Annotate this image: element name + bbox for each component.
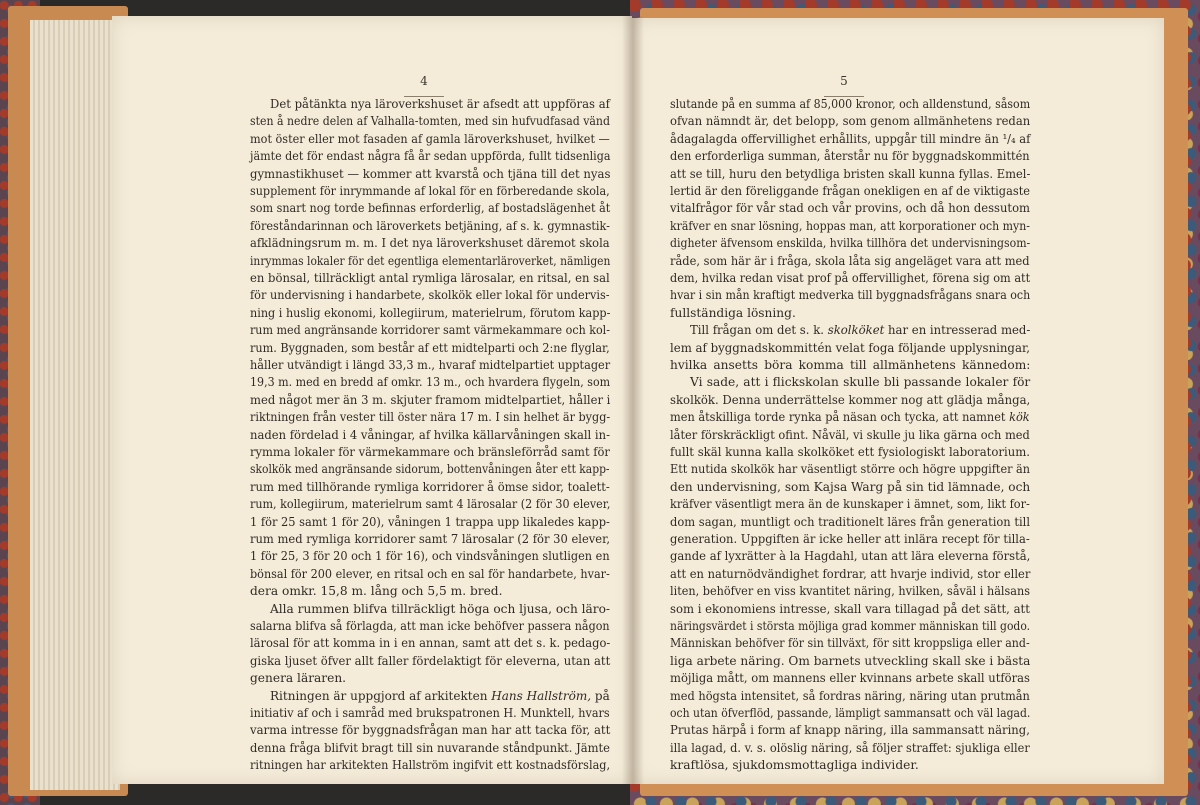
text-line (670, 740, 1030, 757)
text-line (670, 113, 1030, 130)
text-line (250, 670, 346, 687)
text-run: riktningen från vester till öster nära 17 m. I sin helhet är bygg- (250, 410, 611, 425)
text-line (690, 322, 1030, 339)
text-line (250, 757, 610, 774)
text-line (670, 705, 1030, 722)
text-run: fullt skäl kunna kalla skolköket ett fysiologiskt laboratorium. (670, 445, 1030, 459)
text-line (270, 96, 610, 113)
text-line (670, 340, 1030, 357)
text-run: 1 för 25, 3 för 20 och 1 för 16), och vindsvåningen slutligen en (250, 549, 610, 564)
text-line (670, 757, 919, 774)
text-line (250, 722, 610, 739)
text-run: 1 för 25 samt 1 för 20), våningen 1 trappa upp likaledes kapp- (250, 514, 610, 529)
text-run: den erforderliga summan, återstår nu för byggnadskommittén (670, 149, 1030, 164)
text-run: men åtskilliga torde rynka på näsan och tycka, att namnet (670, 410, 1010, 425)
text-run: afklädningsrum m. m. I det nya läroverkshuset däremot skola (250, 236, 610, 251)
text-line (670, 200, 1030, 217)
text-line (250, 427, 610, 444)
text-run: en bönsal, tillräckligt antal rymliga lärosalar, en ritsal, en sal (250, 271, 610, 285)
text-run: ritningen har arkitekten Hallström ingifvit ett kostnadsförslag, (250, 758, 611, 773)
text-run: giska ljuset öfver allt faller fördelaktigt för eleverna, utan att (250, 653, 611, 668)
text-line (250, 566, 610, 583)
text-line (250, 235, 610, 252)
text-run: Ett nutida skolkök har väsentligt större och högre uppgifter än (670, 462, 1031, 477)
text-run: ning i huslig ekonomi, kollegiirum, materielrum, förutom kapp- (250, 305, 611, 320)
text-run: illa lagad, d. v. s. olöslig näring, så följer straffet: sjukliga eller (670, 740, 1030, 755)
text-run: med något mer än 3 m. skjuter framom midtelpartiet, håller i (250, 392, 611, 407)
text-run: kräfver väsentligt mera än de kunskaper i ämnet, som, likt for- (670, 497, 1030, 512)
text-line (250, 514, 610, 531)
text-line (670, 548, 1030, 565)
text-line (250, 705, 610, 722)
text-run: supplement för inrymmande af lokal för en förberedande skola, (250, 184, 610, 198)
text-line (670, 287, 1030, 304)
text-line (690, 374, 1030, 391)
text-run: kraftlösa, sjukdomsmottagliga individer. (670, 758, 919, 773)
text-line (250, 461, 610, 478)
text-run: lem af byggnadskommittén velat foga följande upplysningar, (670, 340, 1030, 355)
text-line (250, 287, 610, 304)
text-run: dem, hvilka redan visat prof på offervillighet, förena sig om att (670, 271, 1031, 285)
text-line (670, 131, 1030, 148)
text-run: naden fördelad i 4 våningar, af hvilka källarvåningen skall in- (250, 427, 611, 442)
text-line (250, 340, 610, 357)
text-line (670, 357, 1030, 374)
page-number-right: 5 (840, 74, 848, 88)
text-line (670, 166, 1030, 183)
text-run: liten, behöfver en viss kvantitet näring, hvilken, såväl i hälsans (670, 584, 1030, 599)
text-line (670, 461, 1030, 478)
text-run: vitalfrågor för vår stad och vår provins, och då hon dessutom (670, 201, 1031, 216)
left-page (112, 16, 632, 784)
text-line (670, 183, 1030, 200)
text-run: på (591, 688, 610, 703)
text-line (250, 270, 610, 287)
text-run: rymma lokaler för värmekammare och bränsleförråd samt för (250, 445, 610, 459)
text-line (250, 218, 610, 235)
text-line (250, 444, 610, 461)
text-run: som i ekonomiens intresse, skall vara tillagad på det sätt, att (670, 601, 1030, 616)
text-run: mot öster eller mot fasaden af gamla läroverkshuset, hvilket — (250, 131, 610, 146)
text-line (250, 635, 610, 652)
text-run: denna fråga blifvit bragt till sin nuvarande ståndpunkt. Jämte (250, 740, 610, 755)
text-run: rum med tillhörande rymliga korridorer å ömse sidor, toalett- (250, 479, 610, 494)
text-run: näringsvärdet i största möjliga grad kommer människan till godo. (670, 619, 1031, 633)
text-line (670, 253, 1030, 270)
text-run: Till frågan om det s. k. (690, 323, 828, 338)
right-page (632, 18, 1164, 784)
text-run: Alla rummen blifva tillräckligt höga och ljusa, och läro- (270, 601, 611, 616)
text-run: föreståndarinnan och läroverkets betjäning, af s. k. gymnastik- (250, 218, 610, 233)
text-line (250, 357, 610, 374)
text-line (250, 131, 610, 148)
text-line (670, 444, 1030, 461)
text-run: lärosal för att komma in i en annan, samt att det s. k. pedago- (250, 636, 611, 651)
text-line (670, 531, 1030, 548)
text-line (670, 218, 1030, 235)
text-run: har en intresserad med- (884, 323, 1031, 338)
text-run: dom sagan, muntligt och traditionelt läres från generation till (670, 514, 1030, 529)
text-line (670, 409, 1030, 426)
page-edge-stack (30, 20, 120, 790)
text-line (670, 722, 1030, 739)
text-run: Människan behöfver för sin tillväxt, för sitt kroppsliga eller and- (670, 636, 1030, 651)
text-line (250, 409, 610, 426)
text-line (250, 200, 610, 217)
text-line (250, 374, 610, 391)
text-line (670, 479, 1030, 496)
text-line (670, 392, 1030, 409)
text-run: 19,3 m. med en bredd af omkr. 13 m., och hvardera flygeln, som (250, 375, 611, 390)
text-run: skolkök. Denna underrättelse kommer nog att glädja många, (670, 392, 1031, 407)
text-run: slutande på en summa af 85,000 kronor, och alldenstund, såsom (670, 97, 1031, 111)
text-line (670, 601, 1030, 618)
text-line (670, 670, 1030, 687)
text-run: skolkök med angränsande sidorum, bottenvåningen åter ett kapp- (250, 462, 610, 477)
text-run: hvar i sin mån kraftigt medverka till byggnadsfrågans snara och (670, 288, 1031, 303)
text-line (250, 583, 502, 600)
text-line (250, 148, 610, 165)
text-run: gymnastikhuset — kommer att kvarstå och tjäna till det nyas (250, 166, 611, 181)
text-run: dera omkr. 15,8 m. lång och 5,5 m. bred. (250, 584, 503, 599)
text-run: den undervisning, som Kajsa Warg på sin tid lämnade, och (670, 479, 1031, 494)
text-line (670, 96, 1030, 113)
text-line (250, 166, 610, 183)
text-run: generation. Uppgiften är icke heller att inlära recept för tilla- (670, 532, 1030, 546)
text-line (250, 531, 610, 548)
text-run: jämte det för endast några få år sedan uppförda, fullt tidsenliga (250, 149, 611, 164)
text-line (250, 618, 610, 635)
text-line (670, 305, 796, 322)
text-line (670, 583, 1030, 600)
page-number-left: 4 (420, 74, 428, 88)
text-run: som snart nog torde befinnas erforderlig, af bostadslägenhet åt (250, 201, 611, 216)
text-run: hvilka ansetts böra komma till allmänhetens kännedom: (670, 358, 1031, 372)
text-line (670, 635, 1030, 652)
text-line (670, 653, 1030, 670)
text-run: Prutas härpå i form af knapp näring, illa sammansatt näring, (670, 723, 1030, 738)
text-run: kräfver en snar lösning, hoppas man, att korporationer och myn- (670, 218, 1030, 233)
text-run: Ritningen är uppgjord af arkitekten (270, 688, 492, 703)
text-line (250, 740, 610, 757)
text-line (270, 688, 610, 705)
text-line (250, 548, 610, 565)
text-run: med högsta intensitet, så fordras näring, näring utan prutmån (670, 688, 1030, 703)
italic-text-run: Hans Hallström, (491, 688, 592, 703)
text-line (670, 148, 1030, 165)
text-line (250, 653, 610, 670)
text-run: Vi sade, att i flickskolan skulle bli passande lokaler för (690, 375, 1031, 390)
text-run: lertid är den föreliggande frågan onekligen en af de viktigaste (670, 184, 1030, 198)
text-run: salarna blifva så förlagda, att man icke behöfver passera någon (250, 619, 610, 633)
text-line (670, 566, 1030, 583)
text-run: rum med rymliga korridorer samt 7 lärosalar (2 för 30 elever, (250, 532, 610, 546)
text-line (250, 253, 610, 270)
text-run: rum med angränsande korridorer samt värmekammare och kol- (250, 323, 610, 338)
book-gutter (622, 16, 644, 784)
text-line (270, 601, 610, 618)
text-line (250, 479, 610, 496)
text-run: och utan öfverflöd, passande, lämpligt sammansatt och väl lagad. (670, 706, 1031, 720)
text-run: varma intresse för byggnadsfrågan man har att tacka för, att (250, 723, 611, 738)
text-line (250, 496, 610, 513)
italic-text-run: skolköket (827, 323, 885, 338)
text-run: inrymmas lokaler för det egentliga elementarläroverket, nämligen (250, 253, 611, 268)
text-run: rum. Byggnaden, som består af ett midtelparti och 2:ne flyglar, (250, 340, 610, 355)
italic-text-run: kök (1009, 410, 1030, 425)
text-run: att en naturnödvändighet fordrar, att hvarje individ, stor eller (670, 566, 1031, 581)
text-run: sten å nedre delen af Valhalla-tomten, med sin hufvudfasad vänd (250, 114, 610, 129)
text-run: ofvan nämndt är, det belopp, som genom allmänhetens redan (670, 114, 1031, 129)
text-run: Det påtänkta nya läroverkshuset är afsedt att uppföras af (270, 97, 610, 111)
text-run: gande af lyxrätter à la Hagdahl, utan att lära eleverna förstå, (670, 549, 1031, 564)
text-run: för undervisning i handarbete, skolkök eller lokal för undervis- (250, 288, 610, 303)
text-line (250, 305, 610, 322)
text-line (670, 514, 1030, 531)
text-line (250, 113, 610, 130)
text-line (670, 235, 1030, 252)
text-run: möjliga mått, om mannens eller kvinnans arbete skall utföras (670, 671, 1030, 686)
text-line (670, 496, 1030, 513)
text-line (670, 270, 1030, 287)
text-run: rum, kollegiirum, materielrum samt 4 lärosalar (2 för 30 elever, (250, 497, 611, 512)
text-run: bönsal för 200 elever, en ritsal och en sal för handarbete, hvar- (250, 566, 610, 581)
text-line (250, 392, 610, 409)
text-line (250, 183, 610, 200)
text-line (670, 688, 1030, 705)
text-run: initiativ af och i samråd med brukspatronen H. Munktell, hvars (250, 706, 610, 720)
text-run: liga arbete näring. Om barnets utveckling skall ske i bästa (670, 653, 1031, 668)
text-run: fullständiga lösning. (670, 305, 796, 320)
text-line (670, 618, 1030, 635)
text-run: håller utvändigt i längd 33,3 m., hvaraf midtelpartiet upptager (250, 358, 611, 372)
text-line (250, 322, 610, 339)
text-run: låter förskräckligt ofint. Nåväl, vi skulle ju lika gärna och med (670, 427, 1030, 442)
text-line (670, 427, 1030, 444)
text-run: digheter äfvensom enskilda, hvilka tillhöra det undervisningsom- (670, 236, 1031, 251)
text-run: ådagalagda offervillighet erhållits, uppgår till mindre än ¹/₄ af (670, 131, 1031, 146)
text-run: genera läraren. (250, 671, 347, 686)
text-run: råde, som här är i fråga, skola låta sig angeläget vara att med (670, 253, 1030, 268)
text-run: att se till, huru den betydliga bristen skall kunna fyllas. Emel- (670, 166, 1031, 181)
